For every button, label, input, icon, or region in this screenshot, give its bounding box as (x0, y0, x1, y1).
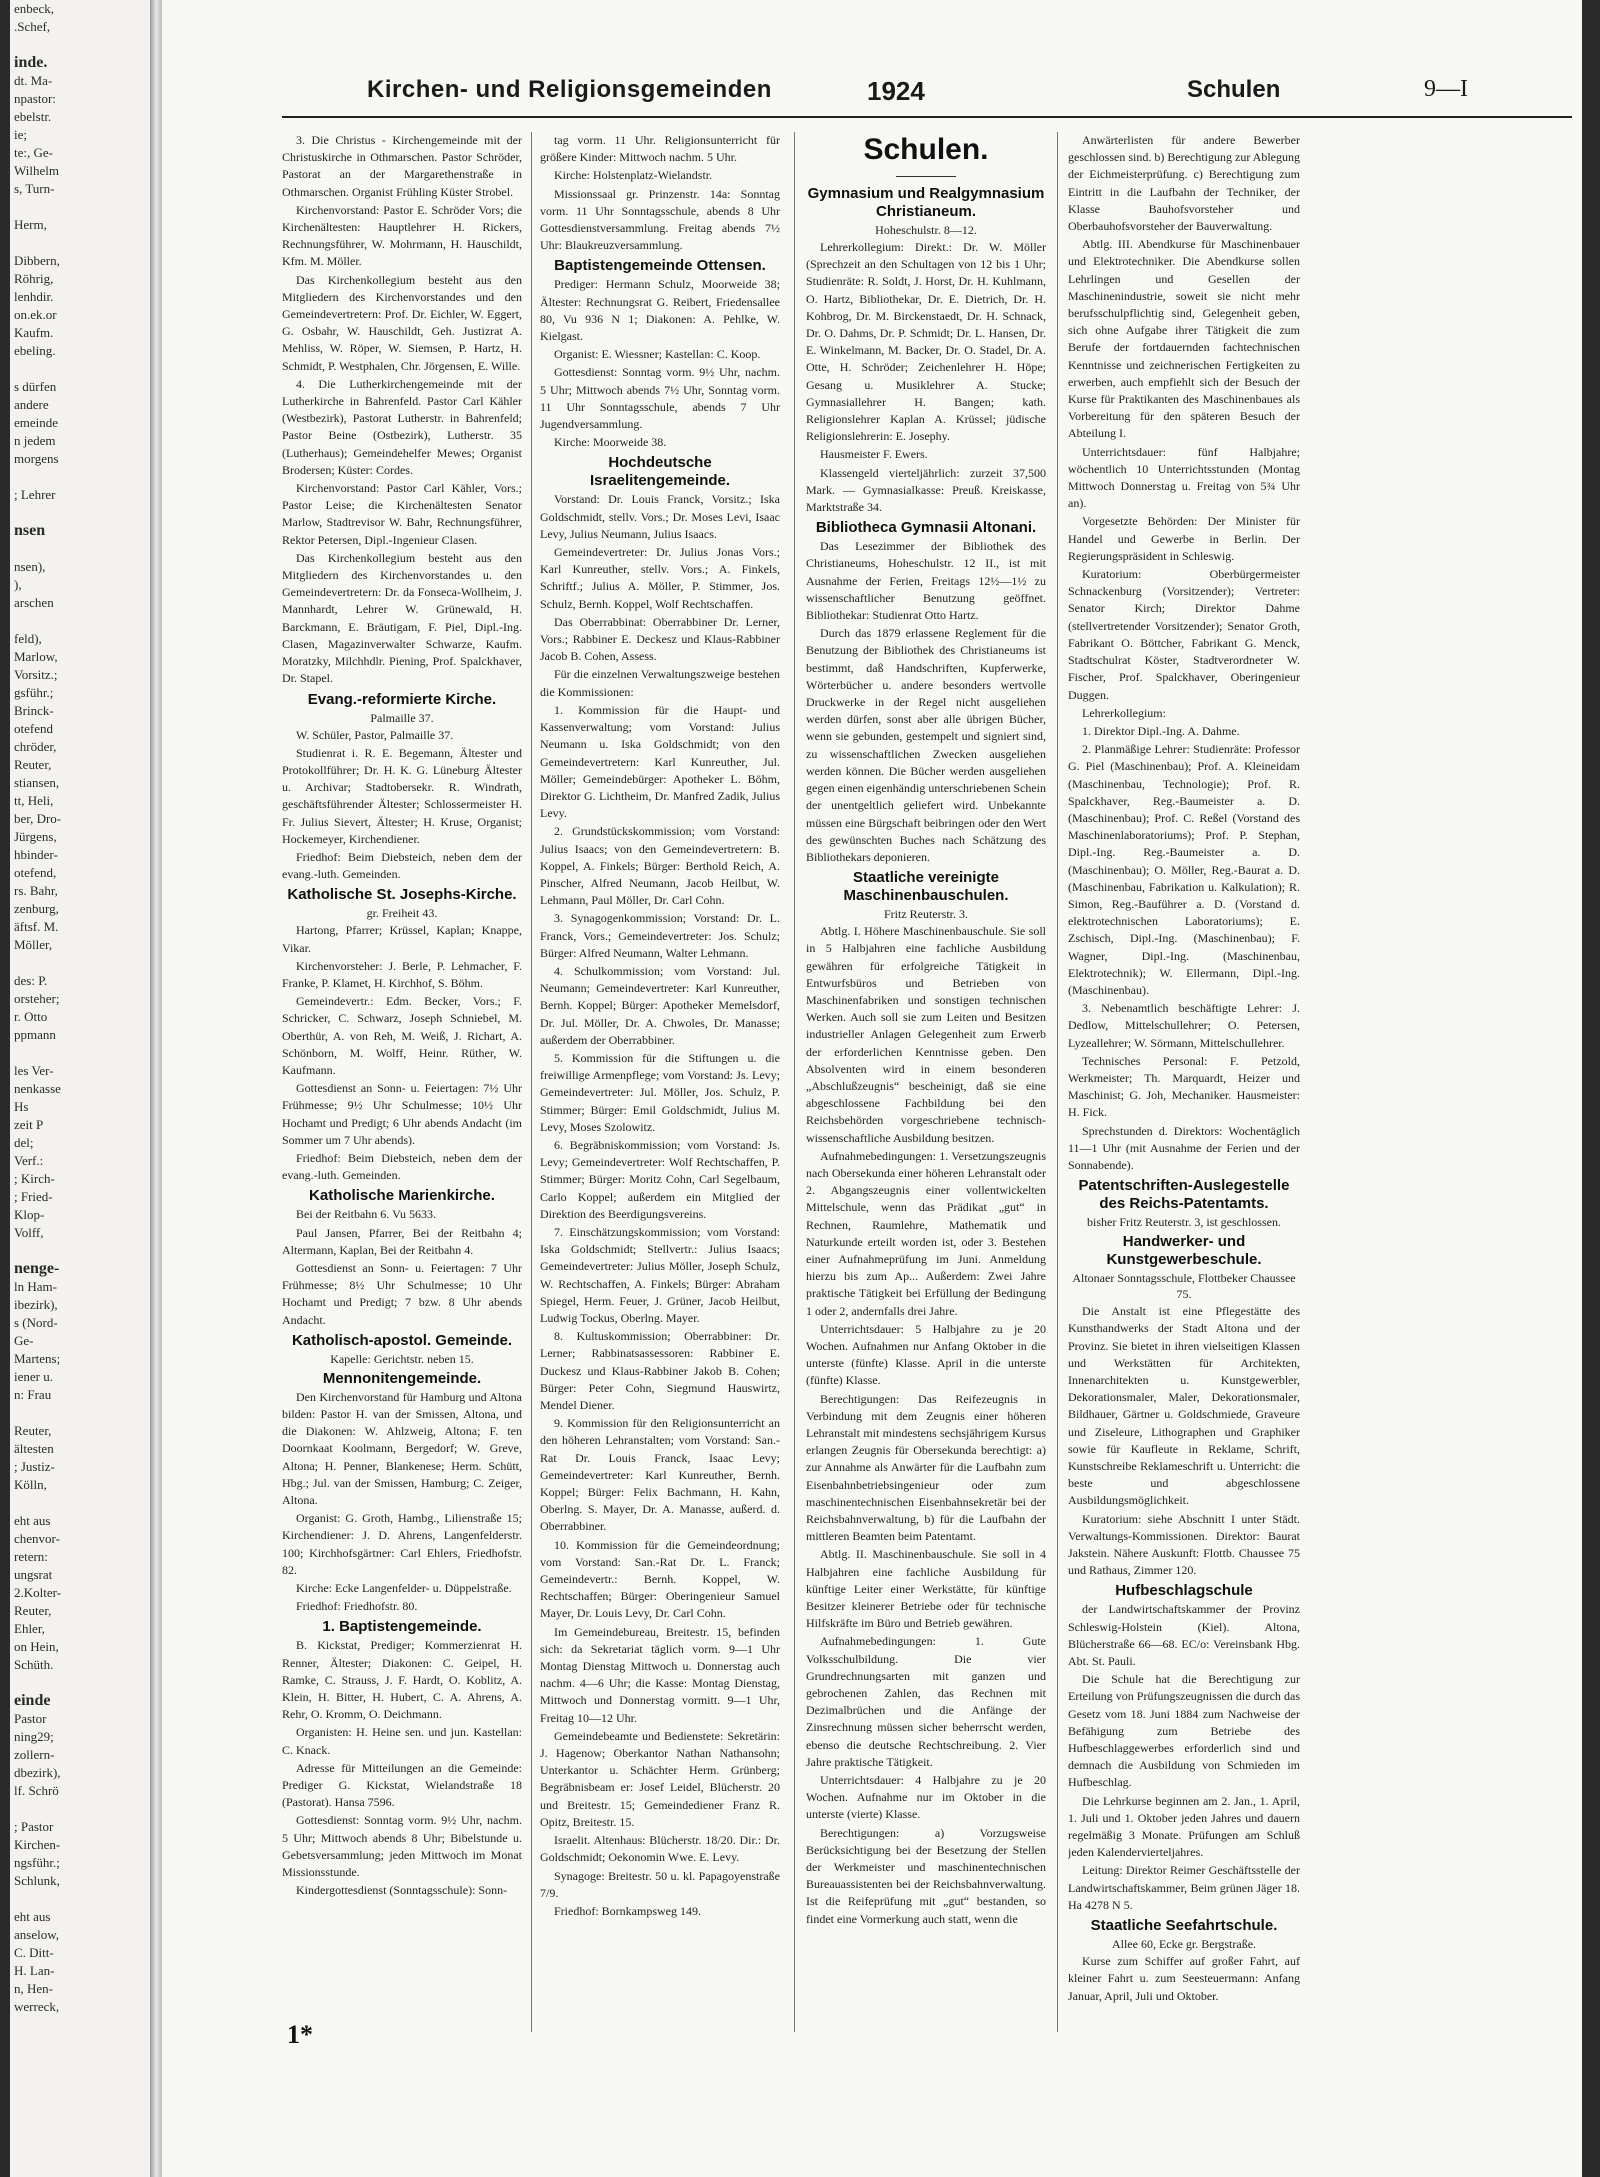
institution-address: Hoheschulstr. 8—12. (875, 223, 977, 237)
fragment-line: Klop- (14, 1207, 45, 1222)
fragment-line: ; Pastor (14, 1819, 54, 1834)
fragment-line: anselow, (14, 1927, 60, 1942)
directory-page (162, 0, 1582, 2177)
entry-paragraph: Friedhof: Bornkampsweg 149. (554, 1903, 701, 1918)
entry-paragraph: Organist: G. Groth, Hambg., Lilienstraße 15; Kirchendiener: J. D. Ahrens, Langenfelderstr. 100; Kirchhofsgärtner: Carl Ehlers, Friedhofstr. 82. (282, 1511, 522, 1577)
fragment-line: Reuter, (14, 1423, 52, 1438)
column-religious-communities-1 (282, 132, 522, 2052)
entry-paragraph: Technisches Personal: F. Petzold, Werkmeister; Th. Marquardt, Heizer und Maschinist; G. Joh, Mechaniker. Hausmeister: H. Fick. (1068, 1053, 1300, 1120)
fragment-line: ie; (14, 127, 27, 142)
institution-address: Allee 60, Ecke gr. Bergstraße. (1111, 1937, 1257, 1952)
entry-paragraph: Kirche: Ecke Langenfelder- u. Düppelstraße. (296, 1581, 512, 1596)
fragment-line (10, 36, 150, 54)
institution-address: gr. Freiheit 43. (366, 906, 438, 921)
fragment-line (10, 1404, 150, 1422)
fragment-line: tt, Heli, (14, 793, 54, 808)
entry-paragraph: Friedhof: Beim Diebsteich, neben dem der evang.-luth. Gemeinden. (282, 1150, 522, 1183)
entry-paragraph: der Landwirtschaftskammer der Provinz Schleswig-Holstein (Kiel). Altona, Blücherstraße 66—68. EC/o: Vereinsbank Hbg. Abt. St. Pauli. (1068, 1602, 1300, 1669)
fragment-line: s dürfen (14, 379, 57, 394)
header-chapter: Schulen (1187, 76, 1281, 103)
fragment-line: äftsf. M. (14, 919, 59, 934)
institution-heading: Staatliche Seefahrtschule. (1090, 1917, 1278, 1935)
fragment-line: n jedem (14, 433, 56, 448)
entry-paragraph: Gemeindebeamte und Bedienstete: Sekretärin: J. Hagenow; Oberkantor Nathan Nathansohn; Unterkantor u. Schächter Herm. Grünberg; Begräbnisbeam er: Josef Leidel, Blücherstr. 20 und Breitestr. 15; Gemeindediener Franz R. Opitz, Breitestr. 15. (540, 1728, 780, 1829)
fragment-line: ungsrat (14, 1567, 53, 1582)
fragment-line: C. Ditt- (14, 1945, 54, 1960)
entry-paragraph: Abtlg. II. Maschinenbauschule. Sie soll in 4 Halbjahren eine fachliche Ausbildung für künftige Leiter einer Werkstätte, für künftige Besitzer kleinerer Betriebe oder für technische Hilfskräfte im Büro und Betrieb gewähren. (806, 1547, 1046, 1631)
entry-paragraph: Kindergottesdienst (Sonntagsschule): Sonn- (296, 1883, 508, 1898)
institution-heading: 1. Baptistengemeinde. (322, 1618, 482, 1636)
fragment-line: Martens; (14, 1351, 61, 1366)
entry-paragraph: Kirchenvorsteher: J. Berle, P. Lehmacher, F. Franke, P. Klamet, H. Kirchhof, S. Böhm. (282, 958, 522, 990)
fragment-line: eht aus (14, 1513, 51, 1528)
entry-paragraph: Das Kirchenkollegium besteht aus den Mitgliedern des Kirchenvorstandes und den Gemeindevertretern: Prof. Dr. Eichler, W. Eggert, G. Osbahr, W. Hauschildt, Geh. Justizrat A. Mehliss, W. Röper, W. Siemsen, P. Hartz, H. Schmidt, P. Westphalen, Chr. Jörgensen, E. Wille. (282, 272, 522, 373)
entry-paragraph: 10. Kommission für die Gemeindeordnung; vom Vorstand: San.-Rat Dr. L. Franck; Gemeindevertr.: Bernh. Koppel, W. Rechtschaffen; Bürger: Oberingenieur Samuel Mayer, Dr. Louis Levy, Dr. Carl Cohn. (540, 1537, 780, 1621)
entry-paragraph: Kirche: Moorweide 38. (554, 435, 667, 450)
entry-paragraph: 9. Kommission für den Religionsunterricht an den höheren Lehranstalten; vom Vorstand: San.-Rat Dr. Louis Franck, Isaac Levy; Gemeindevertreter: Karl Kunreuther, Bernh. Koppel; Bürger: Felix Bachmann, H. Kahn, Oberlng. S. Mayer, Dr. A. Manasse, außerd. d. Oberrabbiner. (540, 1416, 780, 1534)
entry-paragraph: 2. Planmäßige Lehrer: Studienräte: Professor G. Piel (Maschinenbau); Prof. A. Kleineidam (Maschinenbau, Technologie); Prof. R. Spalckhaver, Reg.-Baumeister a. D. (Maschinenbau); Prof. C. Reßel (Vorstand des Maschinenlaboratoriums); Prof. P. Stephan, Dipl.-Ing. Reg.-Baumeister a. D. (Maschinenbau); O. Möller, Reg.-Baurat a. D. (Maschinenbau, Fabrikation u. Kalkulation); R. Simon, Reg.-Bauführer a. D. (Vorstand d. elektrotechnischen Laboratoriums); E. Zschisch, Dipl.-Ing. (Maschinenbau); F. Wagner, Dipl.-Ing. (Maschinenbau, Elektrotechnik); W. Ellermann, Dipl.-Ing. (Maschinenbau). (1068, 742, 1300, 997)
fragment-line: retern: (14, 1549, 48, 1564)
fragment-line: werreck, (14, 1999, 60, 2014)
fragment-line: nsen), (14, 559, 46, 574)
entry-paragraph: Organist: E. Wiessner; Kastellan: C. Koop. (554, 347, 761, 362)
running-header (162, 70, 1582, 110)
entry-paragraph: Synagoge: Breitestr. 50 u. kl. Papagoyenstraße 7/9. (540, 1868, 780, 1900)
header-year: 1924 (867, 76, 925, 106)
institution-heading: Katholisch-apostol. Gemeinde. (291, 1331, 513, 1349)
entry-paragraph: 1. Direktor Dipl.-Ing. A. Dahme. (1082, 723, 1240, 738)
fragment-line: eht aus (14, 1909, 51, 1924)
entry-paragraph: Kirche: Holstenplatz-Wielandstr. (554, 168, 713, 183)
fragment-line: n, Hen- (14, 1981, 53, 1996)
fragment-line: arschen (14, 595, 54, 610)
entry-paragraph: W. Schüler, Pastor, Palmaille 37. (296, 727, 454, 742)
fragment-line: ; Fried- (14, 1189, 53, 1204)
header-page-number: 9—I (1424, 76, 1468, 102)
fragment-line: emeinde (14, 415, 59, 430)
institution-heading: Evang.-reformierte Kirche. (307, 690, 497, 708)
entry-paragraph: Abtlg. III. Abendkurse für Maschinenbauer und Elektrotechniker. Die Abendkurse sollen Lehrlingen und Gesellen der Maschinenindustrie, soweit sie nicht mehr berufsschulpflichtig sind, Gelegenheit geben, sich ohne Aufgabe ihrer Tätigkeit die zum Berufe der fortdauernden fachtechnischen Kenntnisse und zeichnerischen Fertigkeiten zu erwerben, auch empfiehlt sich der Besuch der Kurse für Praktikanten des Maschinenbaues als Vorbereitung für den späteren Besuch der Abteilung I. (1068, 237, 1300, 441)
entry-paragraph: Kuratorium: Oberbürgermeister Schnackenburg (Vorsitzender); Vertreter: Senator Kirch; Direktor Dahme (stellvertretender Vorsitzender); Senator Groth, Fabrikant O. Böttcher, Fabrikant G. Menck, Stadtschulrat Köster, Stadtverordneter W. Fischer, Prof. Spalckhaver, Oberingenieur Duggen. (1068, 567, 1300, 702)
fragment-line: te:, Ge- (14, 145, 53, 160)
fragment-line: Pastor (14, 1711, 47, 1726)
fragment-line: andere (14, 397, 49, 412)
fragment-line: Ge- (14, 1333, 34, 1348)
fragment-line: Vorsitz.; (14, 667, 58, 682)
fragment-line: nenkasse (14, 1081, 61, 1096)
institution-address: Altonaer Sonntagsschule, Flottbeker Chaussee 75. (1072, 1271, 1296, 1302)
entry-paragraph: Adresse für Mitteilungen an die Gemeinde: Prediger G. Kickstat, Wielandstraße 18 (Pastorat). Hansa 7596. (282, 1760, 522, 1810)
entry-paragraph: B. Kickstat, Prediger; Kommerzienrat H. Renner, Ältester; Diakonen: C. Geipel, H. Ramke, C. Strauss, J. F. Hardt, O. Koblitz, A. Klein, H. Bitter, H. Hubert, C. A. Ahrens, A. Rehr, O. Kromm, O. Deichmann. (282, 1638, 522, 1722)
fragment-line: inde. (14, 54, 48, 71)
entry-paragraph: Unterrichtsdauer: 4 Halbjahre zu je 20 Wochen. Aufnahme nur im Oktober in die unterste (vierte) Klasse. (806, 1773, 1046, 1822)
entry-paragraph: Für die einzelnen Verwaltungszweige bestehen die Kommissionen: (540, 667, 780, 699)
fragment-line: del; (14, 1135, 34, 1150)
fragment-line: Möller, (14, 937, 53, 952)
header-section-title: Kirchen- und Religionsgemeinden (367, 76, 772, 103)
fragment-line: s (Nord- (14, 1315, 58, 1330)
fragment-line: Verf.: (14, 1153, 44, 1168)
header-rule (282, 116, 1572, 118)
fragment-line (10, 612, 150, 630)
entry-paragraph: Das Kirchenkollegium besteht aus den Mitgliedern des Kirchenvorstandes u. den Gemeindevertretern: Dr. da Fonseca-Wollheim, J. Mannhardt, Lehrer W. Grünewald, H. Barckmann, E. Bräutigam, F. Piel, Dipl.-Ing. Clasen, Magazinverwalter Schwarze, Kaufm. Moratzky, Milchhdlr. Piening, Prof. Spalckhaver, Dr. Stapel. (282, 550, 522, 686)
entry-paragraph: Anwärterlisten für andere Bewerber geschlossen sind. b) Berechtigung zur Ablegung der Eichmeisterprüfung. c) Berechtigung zum Eintritt in die Laufbahn der Techniker, der Klasse Bauhofsvorsteher und Oberbauhofsvorsteher der Bauverwaltung. (1068, 133, 1300, 234)
fragment-line: nenge- (14, 1260, 60, 1277)
fragment-line (10, 234, 150, 252)
entry-paragraph: Kirchenvorstand: Pastor Carl Kähler, Vors.; Pastor Leise; die Kirchenältesten Senator Marlow, Stadtrevisor W. Bahr, Rechnungsführer, Rektor Petersen, Dipl.-Ingenieur Clasen. (282, 481, 522, 547)
institution-heading: Hochdeutsche Israelitengemeinde. (589, 454, 731, 490)
fragment-line: 2.Kolter- (14, 1585, 62, 1600)
entry-paragraph: Hausmeister F. Ewers. (820, 447, 928, 462)
fragment-line: les Ver- (14, 1063, 54, 1078)
fragment-line: Marlow, (14, 649, 58, 664)
adjacent-page-fragment (10, 0, 150, 2177)
entry-paragraph: Die Schule hat die Berechtigung zur Erteilung von Prüfungszeugnissen die durch das Gesetz vom 18. Juni 1884 zum Nachweise der Befähigung zum Betriebe des Hufbeschlaggewerbes erforderlich sind und demnach die Ausbildung von Schmieden im Hufbeschlag. (1068, 1672, 1300, 1790)
scan-edge-right (1582, 0, 1600, 2177)
institution-heading: Patentschriften-Auslegestelle des Reichs-Patentamts. (1078, 1177, 1290, 1213)
entry-paragraph: 3. Synagogenkommission; Vorstand: Dr. L. Franck, Vors.; Gemeindevertreter: Jos. Schulz; Bürger: Alfred Neumann, Walter Lehmann. (540, 911, 780, 960)
fragment-line: lenhdir. (14, 289, 54, 304)
fragment-line: zeit P (14, 1117, 44, 1132)
fragment-line: Brinck- (14, 703, 54, 718)
fragment-line: H. Lan- (14, 1963, 55, 1978)
entry-paragraph: Berechtigungen: Das Reifezeugnis in Verbindung mit dem Zeugnis einer höheren Lehranstalt mit mindestens sechsjährigem Kursus erlangen Zeugnis für Obersekunda berechtigt: a) zur Annahme als Anwärter für die Laufbahn zum Eisenbahnbetriebsingenieur oder zum maschinentechnischen Eisenbahnsekretär bei der Reichsbahnverwaltung, b) für die Laufbahn der mittleren Beamten beim Patentamt. (806, 1391, 1046, 1544)
institution-heading: Katholische St. Josephs-Kirche. (287, 886, 517, 904)
fragment-line: npastor: (14, 91, 56, 106)
column-divider (1057, 132, 1058, 2032)
fragment-line (10, 198, 150, 216)
fragment-line: otefend, (14, 865, 57, 880)
institution-heading: Handwerker- und Kunstgewerbeschule. (1106, 1233, 1262, 1269)
column-religious-communities-2 (540, 132, 780, 2052)
entry-paragraph: Den Kirchenvorstand für Hamburg und Altona bilden: Pastor H. van der Smissen, Altona, und die Diakonen: W. Ahlzweig, Altona; F. ten Doornkaat Koolmann, Bergedorf; W. Greve, Altona; H. Penner, Blankenese; Herm. Schütt, Hbg.; Jul. van der Smissen, Hamburg; C. Zeiger, Altona. (282, 1389, 522, 1508)
fragment-line: ; Justiz- (14, 1459, 55, 1474)
fragment-line: ältesten (14, 1441, 54, 1456)
fragment-line: on Hein, (14, 1639, 59, 1654)
entry-paragraph: Lehrerkollegium: Direkt.: Dr. W. Möller (Sprechzeit an den Schultagen von 12 bis 1 Uhr; Studienräte: R. Soldt, J. Horst, Dr. H. Kuhlmann, O. Hartz, Bibliothekar, Dr. E. Dietrich, Dr. H. Kohbrog, Dr. M. Birckenstaedt, Dr. H. Schnack, Dr. O. Dahms, Dr. P. Schmidt; Dr. L. Hansen, Dr. E. Winkelmann, M. Backer, Dr. O. Stadel, Dr. A. Otte, H. Schröder; Zeichenlehrer H. Höpe; Gesang u. Musiklehrer A. Stucke; Gymnasiallehrer H. Bangen; kath. Religionslehrer Kaplan A. Krüssel; jüdische Religionslehrerin: E. Josephy. (806, 240, 1046, 444)
fragment-line: gsführ.; (14, 685, 54, 700)
column-schools-2 (1068, 132, 1300, 2052)
fragment-line: Reuter, (14, 757, 52, 772)
scan-edge-left (0, 0, 10, 2177)
fragment-line: r. Otto (14, 1009, 48, 1024)
entry-paragraph: 6. Begräbniskommission; vom Vorstand: Js. Levy; Gemeindevertreter: Wolf Rechtschaffen, P. Stimmer; Bürger: Moritz Cohn, Carl Segelbaum, Carlo Koppel; außerdem ein Mitglied der Direktion des Beerdigungsvereins. (540, 1137, 780, 1221)
institution-address: Kapelle: Gerichtstr. neben 15. (330, 1351, 474, 1366)
entry-paragraph: Gottesdienst: Sonntag vorm. 9½ Uhr, nachm. 5 Uhr; Mittwoch abends 8 Uhr; Bibelstunde u. Gebetsversammlung; jeden Mittwoch im Monat Missionsstunde. (282, 1813, 522, 1880)
fragment-line: lf. Schrö (14, 1783, 59, 1798)
fragment-line: dbezirk), (14, 1765, 61, 1780)
entry-paragraph: Gottesdienst an Sonn- u. Feiertagen: 7½ Uhr Frühmesse; 9½ Uhr Schulmesse; 10½ Uhr Hochamt und Predigt; 6 Uhr abends Andacht (im Sommer um 7 Uhr abends). (282, 1081, 522, 1147)
fragment-line: Kirchen- (14, 1837, 61, 1852)
institution-address: Fritz Reuterstr. 3. (884, 907, 968, 922)
entry-paragraph: 3. Die Christus - Kirchengemeinde mit der Christuskirche in Othmarschen. Pastor Schröder, Pastorat an der Margarethenstraße in Othmarschen. Organist Frühling Küster Strobel. (282, 133, 522, 199)
entry-paragraph: Unterrichtsdauer: 5 Halbjahre zu je 20 Wochen. Aufnahmen nur Anfang Oktober in die unterste (fünfte) Klasse. April in die unterste (fünfte) Klasse. (806, 1321, 1046, 1388)
entry-paragraph: Durch das 1879 erlassene Reglement für die Benutzung der Bibliothek des Christianeums ist bestimmt, daß Handschriften, Kupferwerke, Wörterbücher u. andere besonders wertvolle Druckwerke in der Regel nicht ausgeliehen werden dürfen, sonst aber alle übrigen Bücher, wenn sie gebunden, gestempelt und signiert sind, zu wissenschaftlichen Zwecken ausgeliehen werden können. Die Bücher werden ausgeliehen gegen einen eigenhändig unterschriebenen Schein der unentgeltlich geliefert wird. Unbekannte müssen eine Bürgschaft beibringen oder den Wert des gewünschten Buches nach Schätzung des Bibliothekars deponieren. (806, 626, 1046, 864)
institution-address: bisher Fritz Reuterstr. 3, ist geschlossen. (1087, 1215, 1281, 1230)
fragment-line (10, 360, 150, 378)
entry-paragraph: 3. Nebenamtlich beschäftigte Lehrer: J. Dedlow, Mittelschullehrer; O. Petersen, Lyzeallehrer; W. Sörmann, Mittelschullehrer. (1068, 1001, 1300, 1050)
entry-paragraph: 8. Kultuskommission; Oberrabbiner: Dr. Lerner; Rabbinatsassessoren: Rabbiner E. Duckesz und Klaus-Rabbiner Jakob B. Cohen; Bürger: Peter Cohn, Siegmund Hauswirtz, Mendel Diener. (540, 1329, 780, 1413)
fragment-line: ppmann (14, 1027, 56, 1042)
entry-paragraph: Hartong, Pfarrer; Krüssel, Kaplan; Knappe, Vikar. (282, 923, 522, 955)
fragment-line: Herm, (14, 217, 47, 232)
fragment-line: Schüth. (14, 1657, 54, 1672)
fragment-line: Wilhelm (14, 163, 59, 178)
fragment-line: ngsführ.; (14, 1855, 60, 1870)
fragment-line: on.ek.or (14, 307, 57, 322)
fragment-line: ebeling. (14, 343, 56, 358)
institution-heading: Katholische Marienkirche. (309, 1187, 495, 1205)
entry-paragraph: Gottesdienst: Sonntag vorm. 9½ Uhr, nachm. 5 Uhr; Mittwoch abends 7½ Uhr, Sonntag vorm. 11 Uhr Sonntagsschule, abends 7 Uhr Jugendversammlung. (540, 365, 780, 432)
entry-paragraph: 4. Schulkommission; vom Vorstand: Jul. Neumann; Gemeindevertreter: Karl Kunreuther, Bernh. Koppel; Bürger: Apotheker Memelsdorf, Dr. Jul. Möller, Dr. A. Chwoles, Dr. Manasse; außerdem der Oberrabbiner. (540, 963, 780, 1047)
fragment-line: Röhrig, (14, 271, 54, 286)
entry-paragraph: Klassengeld vierteljährlich: zurzeit 37,500 Mark. — Gymnasialkasse: Preuß. Kreiskasse, Marktstraße 34. (806, 465, 1046, 515)
fragment-line (10, 504, 150, 522)
entry-paragraph: Die Lehrkurse beginnen am 2. Jan., 1. April, 1. Juli und 1. Oktober jeden Jahres und dauern regelmäßig 3 Monate. Prüfungen am Schluß jeden Kalendervierteljahres. (1068, 1793, 1300, 1860)
entry-paragraph: Paul Jansen, Pfarrer, Bei der Reitbahn 4; Altermann, Kaplan, Bei der Reitbahn 4. (282, 1225, 522, 1257)
entry-paragraph: Bei der Reitbahn 6. Vu 5633. (296, 1207, 437, 1222)
signature-mark: 1* (287, 2020, 313, 2049)
entry-paragraph: Friedhof: Beim Diebsteich, neben dem der evang.-luth. Gemeinden. (282, 849, 522, 882)
fragment-line: Ehler, (14, 1621, 45, 1636)
section-heading: Schulen. (863, 133, 989, 166)
fragment-line: Schlunk, (14, 1873, 60, 1888)
fragment-line: ibezirk), (14, 1297, 58, 1312)
entry-paragraph: Israelit. Altenhaus: Blücherstr. 18/20. Dir.: Dr. Goldschmidt; Oekonomin Wwe. E. Levy. (540, 1833, 780, 1865)
fragment-line: s, Turn- (14, 181, 55, 196)
entry-paragraph: Die Anstalt ist eine Pflegestätte des Kunsthandwerks der Stadt Altona und der Provinz. Sie bietet in ihren vielseitigen Klassen und Werkstätten für Architekten, Innenarchitekten u. Kunstgewerbler, Dekorationsmaler, Maler, Dekorationsmaler, Bildhauer, Gärtner u. Goldschmiede, Graveure und Ziseleure, Lithographen und Graphiker sowie für Kaufleute in Reklame, Schrift, Kunstschreibe Reklameschrift u. Unterricht: die beste und abgeschlossene Ausbildungsmöglichkeit. (1068, 1304, 1300, 1508)
entry-paragraph: tag vorm. 11 Uhr. Religionsunterricht für größere Kinder: Mittwoch nachm. 5 Uhr. (540, 133, 780, 165)
fragment-line (10, 468, 150, 486)
fragment-line (10, 1800, 150, 1818)
entry-paragraph: Prediger: Hermann Schulz, Moorweide 38; Ältester: Rechnungsrat G. Reibert, Friedensallee 80, Vu 936 N 1; Diakonen: A. Pehlke, W. Kielgast. (540, 277, 780, 344)
fragment-line (10, 1674, 150, 1692)
fragment-line: morgens (14, 451, 59, 466)
book-gutter (150, 0, 162, 2177)
entry-paragraph: Gottesdienst an Sonn- u. Feiertagen: 7 Uhr Frühmesse; 8½ Uhr Schulmesse; 10 Uhr Hochamt und Predigt; 7 bzw. 8 Uhr abends Andacht. (282, 1260, 522, 1327)
entry-paragraph: Das Lesezimmer der Bibliothek des Christianeums, Hoheschulstr. 12 II., ist mit Ausnahme der Ferien, Freitags 12½—1½ zu wissenschaftlicher Benutzung geöffnet. Bibliothekar: Studienrat Otto Hartz. (806, 539, 1046, 623)
fragment-line: orsteher; (14, 991, 60, 1006)
fragment-line: ning29; (14, 1729, 54, 1744)
fragment-line: otefend (14, 721, 53, 736)
column-schools-1 (806, 132, 1046, 2052)
entry-paragraph: 1. Kommission für die Haupt- und Kassenverwaltung; vom Vorstand: Julius Neumann u. Iska Goldschmidt; von den Gemeindevertretern: Karl Kunreuther, Jul. Möller; Gemeindebürger: Apotheker L. Böhm, Direktor G. Lichtheim, Dr. Manfred Zadik, Julius Levy. (540, 702, 780, 821)
entry-paragraph: Leitung: Direktor Reimer Geschäftsstelle der Landwirtschaftskammer, Beim grünen Jäger 18. Ha 4278 N 5. (1068, 1863, 1300, 1912)
entry-paragraph: Kirchenvorstand: Pastor E. Schröder Vors; die Kirchenältesten: Hauptlehrer H. Rickers, Rechnungsführer, W. Mohrmann, H. Hauschildt, Kfm. M. Möller. (282, 202, 522, 269)
fragment-line: chröder, (14, 739, 57, 754)
fragment-line: chenvor- (14, 1531, 60, 1546)
fragment-line (10, 954, 150, 972)
column-divider (531, 132, 532, 2032)
entry-paragraph: Im Gemeindebureau, Breitestr. 15, befinden sich: da Sekretariat täglich vorm. 9—1 Uhr Montag Dienstag Mittwoch u. Donnerstag auch nachm. 4—6 Uhr; die Kasse: Montag Dienstag, Mittwoch und Donnerstag vormitt. 9—1 Uhr, Freitag 10—12 Uhr. (540, 1624, 780, 1725)
entry-paragraph: 2. Grundstückskommission; vom Vorstand: Julius Isaacs; von den Gemeindevertretern: B. Koppel, A. Finkels; Bürger: Berthold Reich, A. Pinscher, Alfred Neumann, Jacob Heilbut, W. Lehmann, Paul Möller, Dr. Carl Cohn. (540, 824, 780, 908)
entry-paragraph: Lehrerkollegium: (1082, 705, 1166, 720)
fragment-line: ber, Dro- (14, 811, 62, 826)
fragment-line: Volff, (14, 1225, 44, 1240)
institution-address: Palmaille 37. (370, 710, 434, 725)
entry-paragraph: 5. Kommission für die Stiftungen u. die freiwillige Armenpflege; vom Vorstand: Js. Levy; Gemeindevertreter: Jul. Möller, Jos. Schulz, P. Stimmer; Bürger: Emil Goldschmidt, Julius M. Levy, Moses Szolowitz. (540, 1050, 780, 1134)
fragment-line: nsen (14, 522, 46, 539)
entry-paragraph: Studienrat i. R. E. Begemann, Ältester und Protokollführer; Dr. H. K. G. Lüneburg Ältester u. Archivar; Stadtobersekr. R. Windrath, geschäftsführender Ältester; Schlossermeister H. Fr. Julius Sievert, Ältester; H. Kruse, Organist; Hockemeyer, Kirchendiener. (282, 745, 522, 846)
institution-heading: Baptistengemeinde Ottensen. (554, 257, 766, 275)
fragment-line (10, 1494, 150, 1512)
entry-paragraph: 7. Einschätzungskommission; vom Vorstand: Iska Goldschmidt; Stellvertr.: Julius Isaacs; Gemeindevertreter: Julius Möller, Joseph Schulz, W. Rechtschaffen, A. Finkels; Bürger: Abraham Spiegel, Herm. Feuer, J. Grüner, Jacob Heilbut, Ludwig Tockus, Oberlng. Mayer. (540, 1224, 780, 1325)
fragment-line: .Schef, (14, 19, 51, 34)
fragment-line: ; Kirch- (14, 1171, 55, 1186)
entry-paragraph: Kurse zum Schiffer auf großer Fahrt, auf kleiner Fahrt u. zum Seesteuermann: Anfang Januar, April, Juli und Oktober. (1068, 1954, 1300, 2003)
institution-heading: Mennonitengemeinde. (322, 1369, 482, 1387)
entry-paragraph: Vorstand: Dr. Louis Franck, Vorsitz.; Iska Goldschmidt, stellv. Vors.; Dr. Moses Levi, Isaac Levy, Julius Neumann, Julius Isaacs. (540, 492, 780, 541)
fragment-line: dt. Ma- (14, 73, 53, 88)
fragment-line (10, 540, 150, 558)
fragment-line: einde (14, 1692, 51, 1709)
entry-paragraph: Das Oberrabbinat: Oberrabbiner Dr. Lerner, Vors.; Rabbiner E. Deckesz und Klaus-Rabbiner Jacob B. Cohen, Assess. (540, 614, 780, 664)
entry-paragraph: Missionssaal gr. Prinzenstr. 14a: Sonntag vorm. 11 Uhr Sonntagsschule, abends 8 Uhr Gottesdienstversammlung. Freitag abends 7½ Uhr: Blaukreuzversammlung. (540, 186, 780, 253)
entry-paragraph: Unterrichtsdauer: fünf Halbjahre; wöchentlich 10 Unterrichtsstunden (Montag Mittwoch Donnerstag u. Freitag von 5¾ Uhr an). (1068, 444, 1300, 511)
fragment-line: rs. Bahr, (14, 883, 58, 898)
fragment-line: zenburg, (14, 901, 59, 916)
fragment-line (10, 1044, 150, 1062)
fragment-line: Jürgens, (14, 829, 57, 844)
institution-heading: Gymnasium und Realgymnasium Christianeum. (807, 185, 1045, 220)
fragment-line: ; Lehrer (14, 487, 56, 502)
institution-heading: Hufbeschlagschule (1115, 1582, 1253, 1600)
fragment-line: enbeck, (14, 1, 55, 16)
fragment-line: hbinder- (14, 847, 58, 862)
entry-paragraph: Berechtigungen: a) Vorzugsweise Berücksichtigung bei der Besetzung der Stellen der Werkmeister und maschinentechnischen Bureauassistenten bei der Reichsbahnverwaltung. Ist die Reifeprüfung mit „gut“ bestanden, so findet eine Vormerkung auch statt, wenn die (806, 1825, 1046, 1926)
fragment-line: stiansen, (14, 775, 60, 790)
fragment-line: Hs (14, 1099, 29, 1114)
institution-heading: Bibliotheca Gymnasii Altonani. (815, 519, 1037, 537)
fragment-line: iener u. (14, 1369, 53, 1384)
entry-paragraph: Aufnahmebedingungen: 1. Gute Volksschulbildung. Die vier Grundrechnungsarten mit ganzen und gebrochenen Zahlen, das Rechnen mit Dezimalbrüchen und die Anfänge der Zinsrechnung müssen sicher beherrscht werden, ebenso die deutsche Rechtschreibung. 2. Vier Jahre praktische Tätigkeit. (806, 1634, 1046, 1769)
entry-paragraph: Vorgesetzte Behörden: Der Minister für Handel und Gewerbe in Berlin. Der Regierungspräsident in Schleswig. (1068, 514, 1300, 563)
institution-heading: Staatliche vereinigte Maschinenbauschulen. (843, 869, 1009, 905)
fragment-line: ebelstr. (14, 109, 52, 124)
column-divider (794, 132, 795, 2032)
fragment-line (10, 1242, 150, 1260)
entry-paragraph: Kuratorium: siehe Abschnitt I unter Städt. Verwaltungs-Kommissionen. Direktor: Baurat Jakstein. Nähere Auskunft: Flottb. Chaussee 75 und Rathaus, Zimmer 120. (1068, 1511, 1300, 1578)
fragment-line: ), (14, 577, 22, 592)
fragment-line: n: Frau (14, 1387, 52, 1402)
entry-paragraph: Friedhof: Friedhofstr. 80. (296, 1599, 418, 1614)
entry-paragraph: Gemeindevertr.: Edm. Becker, Vors.; F. Schricker, C. Schwarz, Joseph Schniebel, M. Oberthür, A. von Reh, M. Weiß, J. Richart, A. Schönborn, M. Wolff, Heinr. Rüther, W. Kaufmann. (282, 994, 522, 1077)
entry-paragraph: Organisten: H. Heine sen. und jun. Kastellan: C. Knack. (282, 1725, 522, 1757)
entry-paragraph: Gemeindevertreter: Dr. Julius Jonas Vors.; Karl Kunreuther, stellv. Vors.; A. Finkels, Schriftf.; Julius A. Möller, P. Stimmer, Jos. Schulz, Bernh. Koppel, Wolf Rechtschaffen. (540, 545, 780, 611)
heading-rule (896, 176, 956, 177)
entry-paragraph: Aufnahmebedingungen: 1. Versetzungszeugnis nach Obersekunda einer höheren Lehranstalt oder 2. Abgangszeugnis einer vollentwickelten Mittelschule, wenn das Prädikat „gut“ in Rechnen, Raumlehre, Mathematik und Naturkunde erteilt worden ist, oder 3. Bestehen einer Aufnahmeprüfung im Juni. Anmeldung hierzu bis zum Ap... Außerdem: Zwei Jahre praktische Tätigkeit bei Erfüllung der Bedingung 1 oder 2, andernfalls drei Jahre. (806, 1148, 1046, 1318)
fragment-line: des: P. (14, 973, 48, 988)
fragment-line: zollern- (14, 1747, 55, 1762)
fragment-line: Dibbern, (14, 253, 60, 268)
fragment-line: feld), (14, 631, 42, 646)
fragment-line: Kaufm. (14, 325, 54, 340)
fragment-line: Kölln, (14, 1477, 47, 1492)
fragment-line (10, 1890, 150, 1908)
entry-paragraph: Abtlg. I. Höhere Maschinenbauschule. Sie soll in 5 Halbjahren eine fachliche Ausbildung gewähren für erfolgreiche Tätigkeit in Entwurfsbüros und Betrieben von Maschinenfabriken und sonstigen technischen Werken. Auch soll sie zum Leiten und Besitzen industrieller Anlagen Gelegenheit zum Erwerb der erforderlichen Kenntnisse geben. Den Absolventen wird in einem besonderen „Abschlußzeugnis“ bescheinigt, daß sie eine abgeschlossene Fachbildung bei den Reichsbehörden vorgeschriebene technisch-wissenschaftliche Ausbildung besitzen. (806, 924, 1046, 1145)
fragment-line: Reuter, (14, 1603, 52, 1618)
entry-paragraph: 4. Die Lutherkirchengemeinde mit der Lutherkirche in Bahrenfeld. Pastor Carl Kähler (Westbezirk), Pastorat Lutherstr. in Bahrenfeld; Pastor Beine (Ostbezirk), Lutherstr. 35 (Lutherhaus); Gemeindehelfer Mewes; Organist Brodersen; Küster: Cordes. (282, 376, 522, 477)
fragment-line: ln Ham- (14, 1279, 57, 1294)
entry-paragraph: Sprechstunden d. Direktors: Wochentäglich 11—1 Uhr (mit Ausnahme der Ferien und der Sonnabende). (1068, 1123, 1300, 1172)
